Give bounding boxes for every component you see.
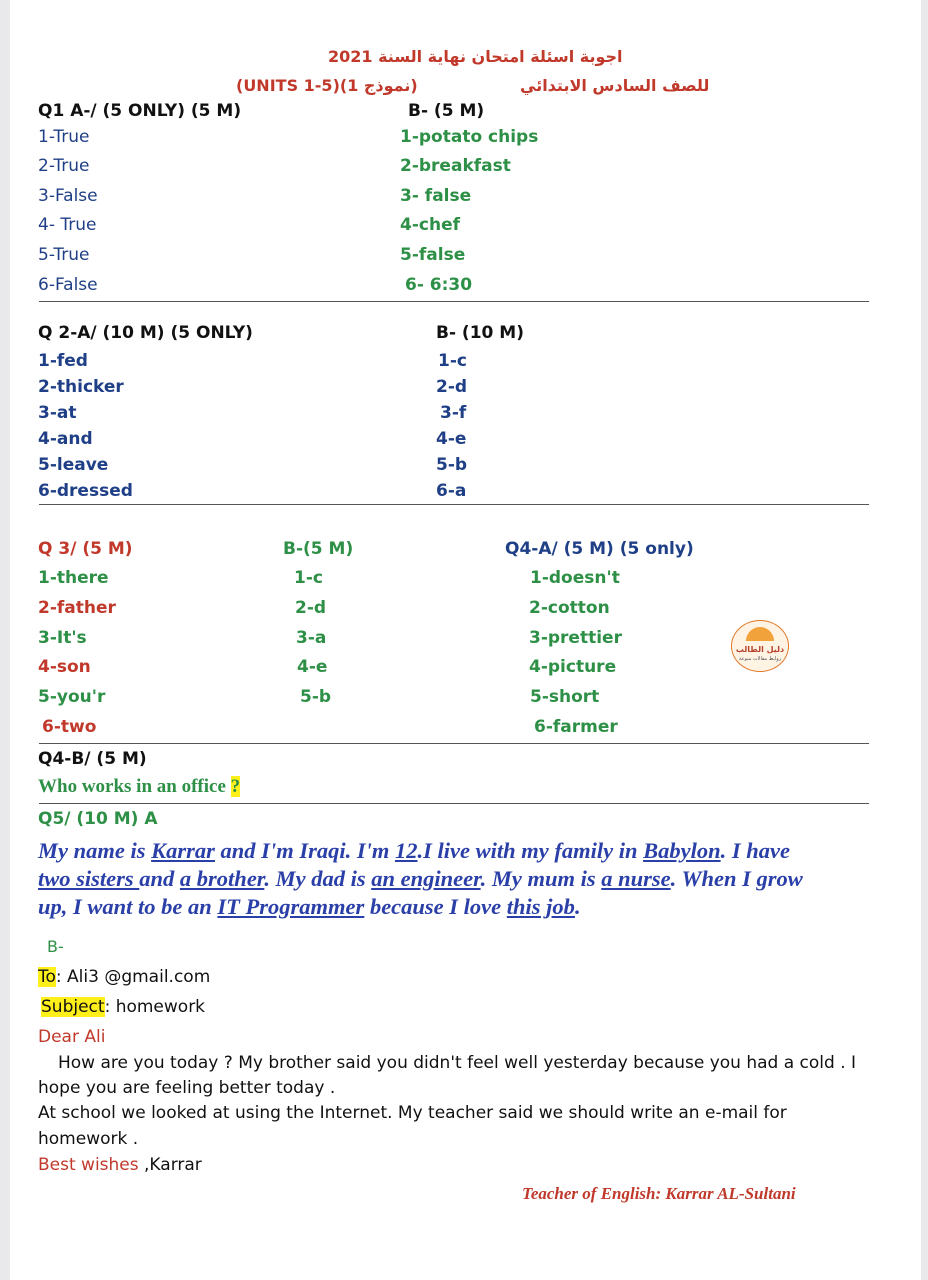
- q3-a-item: 2-father: [38, 598, 116, 618]
- q4-b-answer-qmark: ?: [230, 776, 241, 797]
- q5-b-title: B-: [47, 937, 64, 956]
- header-title: اجوبة اسئلة امتحان نهاية السنة 2021: [328, 47, 623, 66]
- site-logo: [731, 620, 789, 672]
- q3-a-item: 1-there: [38, 568, 109, 588]
- q2-b-item: 5-b: [436, 455, 468, 475]
- divider: [39, 504, 869, 505]
- q2-b-item: 4-e: [436, 429, 467, 449]
- divider: [39, 743, 869, 744]
- q1-a-item: 1-True: [38, 127, 90, 147]
- q2-a-title: Q 2-A/ (10 M) (5 ONLY): [38, 323, 253, 343]
- teacher-signature: Teacher of English: Karrar AL-Sultani: [522, 1184, 796, 1203]
- email-to-value: : Ali3 @gmail.com: [55, 967, 211, 987]
- q4-a-item: 5-short: [530, 687, 600, 707]
- answer-sheet-page: [10, 0, 921, 1280]
- para-text: . I have: [720, 838, 790, 863]
- q1-b-item: 6- 6:30: [405, 275, 473, 295]
- q1-b-title: B- (5 M): [408, 101, 485, 121]
- q2-b-item: 2-d: [436, 377, 468, 397]
- email-body-line: How are you today ? My brother said you didn't feel well yesterday because you had a cold . I: [58, 1053, 857, 1073]
- para-answer: IT Programmer: [217, 894, 365, 919]
- para-answer: a nurse: [601, 866, 671, 891]
- q2-a-item: 5-leave: [38, 455, 109, 475]
- email-closing-text: Best wishes: [38, 1155, 139, 1175]
- q1-b-item: 4-chef: [400, 215, 460, 235]
- para-answer: Babylon: [643, 838, 721, 863]
- q5-a-title: Q5/ (10 M) A: [38, 809, 158, 829]
- q2-a-item: 1-fed: [38, 351, 88, 371]
- q2-b-title: B- (10 M): [436, 323, 524, 343]
- q5-paragraph-line1: [38, 837, 790, 865]
- email-closing-name: ,Karrar: [138, 1155, 202, 1175]
- q3-b-item: 1-c: [294, 568, 323, 588]
- email-subject-label: Subject: [41, 997, 105, 1017]
- divider: [39, 301, 869, 302]
- logo-subtext: روابط مقالات منوعة: [738, 656, 782, 662]
- header-model: (UNITS 1-5)(1 نموذج): [236, 76, 418, 95]
- email-body-line: hope you are feeling better today .: [38, 1078, 336, 1098]
- para-answer: a brother: [179, 866, 265, 891]
- email-to: [38, 966, 210, 988]
- q2-b-item: 1-c: [438, 351, 467, 371]
- para-text: because I love: [364, 894, 507, 919]
- para-answer: an engineer: [371, 866, 481, 891]
- q4-a-item: 1-doesn't: [530, 568, 620, 588]
- email-subject-value: : homework: [104, 997, 206, 1017]
- q5-paragraph-line2: [38, 865, 803, 893]
- para-text: My name is: [38, 838, 152, 863]
- q3-b-item: 5-b: [300, 687, 332, 707]
- email-greeting: Dear Ali: [38, 1027, 106, 1047]
- q4-b-title: Q4-B/ (5 M): [38, 749, 147, 769]
- q2-a-item: 4-and: [38, 429, 93, 449]
- divider: [39, 803, 869, 804]
- logo-text: دليل الطالب: [735, 645, 785, 654]
- q4-a-item: 6-farmer: [534, 717, 618, 737]
- q2-b-item: 3-f: [440, 403, 467, 423]
- email-to-label: To: [38, 967, 56, 987]
- email-subject: [41, 996, 205, 1018]
- q2-a-item: 6-dressed: [38, 481, 133, 501]
- para-text: .I live with my family in: [417, 838, 644, 863]
- email-body-line: At school we looked at using the Internet. My teacher said we should write an e-mail for: [38, 1103, 787, 1123]
- para-answer: Karrar: [151, 838, 215, 863]
- para-answer: two sisters: [38, 866, 140, 891]
- q1-b-item: 5-false: [400, 245, 466, 265]
- email-body-line: homework .: [38, 1129, 139, 1149]
- para-text: and: [139, 866, 180, 891]
- para-answer: this job: [506, 894, 575, 919]
- para-text: .: [574, 894, 581, 919]
- para-text: . When I grow: [670, 866, 803, 891]
- logo-sun-icon: [746, 627, 774, 641]
- q2-a-item: 3-at: [38, 403, 77, 423]
- q4-a-title: Q4-A/ (5 M) (5 only): [505, 539, 694, 559]
- q3-a-item: 4-son: [38, 657, 91, 677]
- q3-a-title: Q 3/ (5 M): [38, 539, 133, 559]
- para-text: up, I want to be an: [38, 894, 218, 919]
- q1-b-item: 2-breakfast: [400, 156, 511, 176]
- para-answer: 12: [394, 838, 418, 863]
- q5-paragraph-line3: [38, 893, 581, 921]
- q3-b-item: 4-e: [297, 657, 328, 677]
- q4-b-answer: [38, 776, 240, 798]
- q4-a-item: 2-cotton: [529, 598, 610, 618]
- q1-a-title: Q1 A-/ (5 ONLY) (5 M): [38, 101, 242, 121]
- q1-a-item: 5-True: [38, 245, 90, 265]
- q3-a-item: 3-It's: [38, 628, 87, 648]
- q1-b-item: 1-potato chips: [400, 127, 539, 147]
- q2-a-item: 2-thicker: [38, 377, 124, 397]
- para-text: and I'm Iraqi. I'm: [214, 838, 395, 863]
- q1-b-item: 3- false: [400, 186, 472, 206]
- q1-a-item: 2-True: [38, 156, 90, 176]
- q4-b-answer-text: Who works in an office: [38, 776, 231, 797]
- q2-b-item: 6-a: [436, 481, 467, 501]
- para-text: . My dad is: [264, 866, 372, 891]
- q3-a-item: 6-two: [42, 717, 97, 737]
- q4-a-item: 3-prettier: [529, 628, 622, 648]
- q3-b-item: 3-a: [296, 628, 327, 648]
- q4-a-item: 4-picture: [529, 657, 617, 677]
- q3-b-title: B-(5 M): [283, 539, 354, 559]
- q3-a-item: 5-you'r: [38, 687, 106, 707]
- q1-a-item: 6-False: [38, 275, 98, 295]
- q1-a-item: 4- True: [38, 215, 97, 235]
- q1-a-item: 3-False: [38, 186, 98, 206]
- para-text: . My mum is: [480, 866, 602, 891]
- header-grade: للصف السادس الابتدائي: [520, 76, 710, 95]
- email-closing: [38, 1154, 202, 1176]
- q3-b-item: 2-d: [295, 598, 327, 618]
